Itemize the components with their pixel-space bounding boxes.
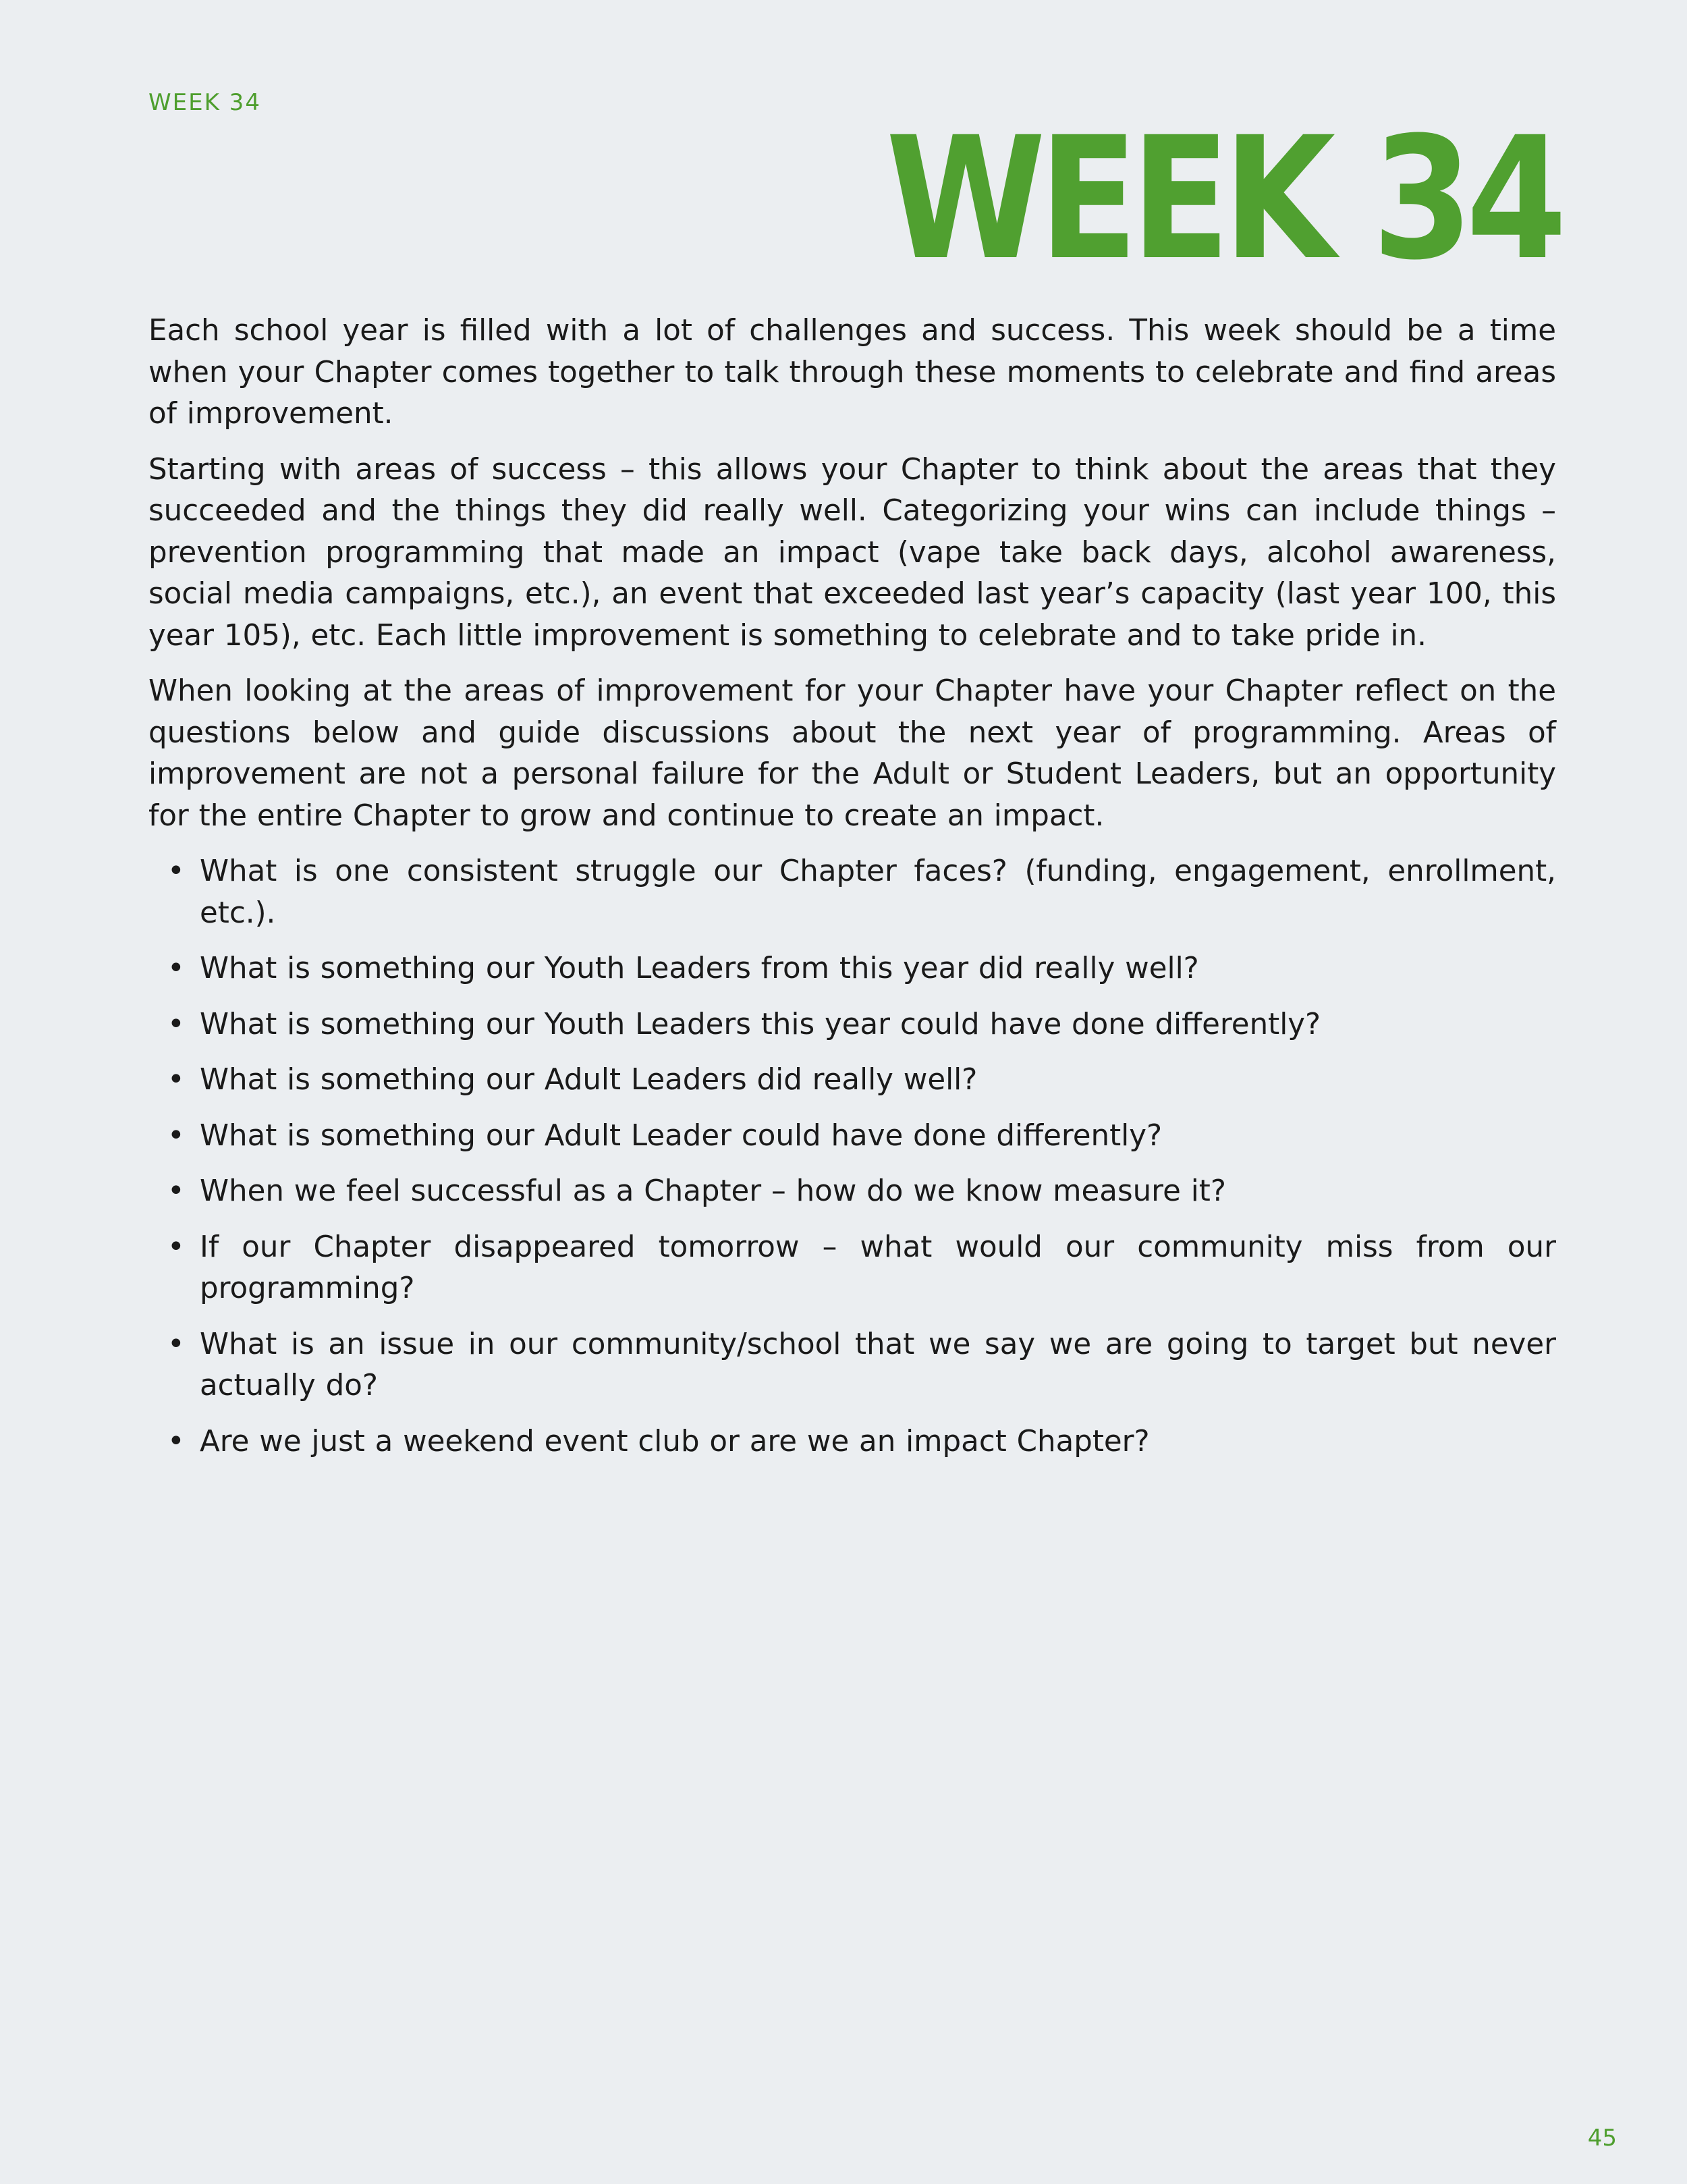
bullet-icon: •	[167, 1118, 185, 1153]
running-header: WEEK 34	[148, 89, 261, 116]
list-item	[148, 1116, 1556, 1157]
list-item	[148, 1060, 1556, 1101]
bullet-icon: •	[167, 1327, 185, 1361]
list-item-text: What is one consistent struggle our Chapter faces? (funding, engagement, enrollment, etc.).	[200, 854, 1556, 930]
main-content	[148, 310, 1556, 1477]
improvement-paragraph: When looking at the areas of improvement for your Chapter have your Chapter reflect on the questions below and guide discussions about the next year of programming. Areas of improvement are not a personal failure for the Adult or Student Leaders, but an opportunity for the entire Chapter to grow and continue to create an impact.	[148, 674, 1556, 833]
bullet-icon: •	[167, 1063, 185, 1097]
page-title: WEEK 34	[885, 101, 1560, 297]
list-item-text: Are we just a weekend event club or are we an impact Chapter?	[200, 1424, 1150, 1458]
list-item-text: What is something our Youth Leaders from this year did really well?	[200, 952, 1199, 985]
success-paragraph: Starting with areas of success – this allows your Chapter to think about the areas that they succeeded and the things they did really well. Categorizing your wins can include things – prevention programming that made an impact (vape take back days, alcohol awareness, social media campaigns, etc.), an event that exceeded last year’s capacity (last year 100, this year 105), etc. Each little improvement is something to celebrate and to take pride in.	[148, 452, 1556, 653]
list-item-text: If our Chapter disappeared tomorrow – what would our community miss from our programming?	[200, 1230, 1556, 1305]
list-item	[148, 1004, 1556, 1046]
bullet-icon: •	[167, 1230, 185, 1264]
bullet-icon: •	[167, 952, 185, 985]
question-list	[148, 851, 1556, 1463]
list-item-text: What is something our Youth Leaders this year could have done differently?	[200, 1007, 1321, 1041]
list-item	[148, 1227, 1556, 1310]
list-item-text: What is something our Adult Leaders did really well?	[200, 1063, 978, 1097]
list-item	[148, 1421, 1556, 1463]
intro-paragraph: Each school year is filled with a lot of challenges and success. This week should be a time when your Chapter comes together to talk through these moments to celebrate and find areas of improvement.	[148, 314, 1556, 431]
list-item-text: When we feel successful as a Chapter – how do we know measure it?	[200, 1174, 1226, 1208]
bullet-icon: •	[167, 1174, 185, 1208]
bullet-icon: •	[167, 854, 185, 888]
list-item-text: What is something our Adult Leader could have done differently?	[200, 1118, 1163, 1153]
page-number: 45	[1587, 2125, 1617, 2152]
list-item	[148, 948, 1556, 990]
list-item	[148, 851, 1556, 934]
list-item	[148, 1324, 1556, 1407]
bullet-icon: •	[167, 1007, 185, 1041]
list-item-text: What is an issue in our community/school that we say we are going to target but never actually do?	[200, 1327, 1556, 1402]
bullet-icon: •	[167, 1424, 185, 1458]
list-item	[148, 1171, 1556, 1213]
